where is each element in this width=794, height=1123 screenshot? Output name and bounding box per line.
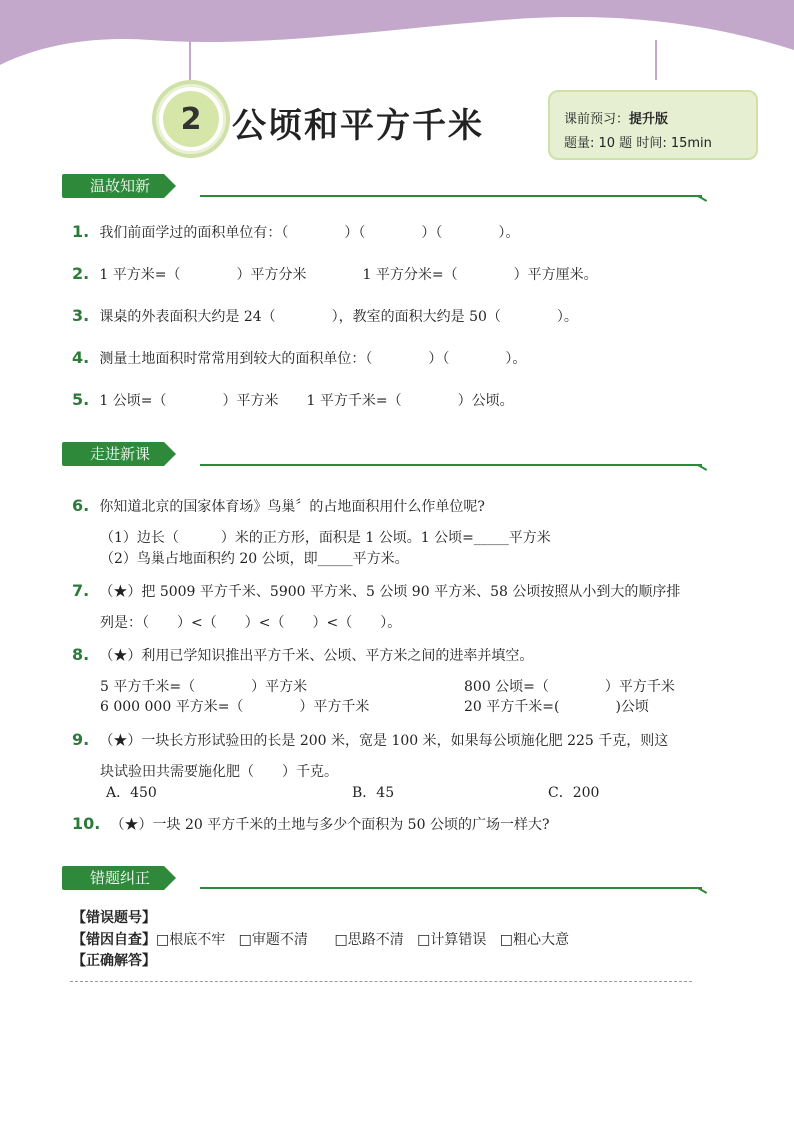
cause-option[interactable]: □审题不清: [238, 932, 308, 948]
question-6: 6. 你知道北京的国家体育场》鸟巢〞的占地面积用什么作单位呢?: [72, 496, 485, 515]
question-8: 8. （★）利用已学知识推出平方千米、公顷、平方米之间的进率并填空。: [72, 645, 534, 664]
question-3: 3. 课桌的外表面积大约是 24（ ），教室的面积大约是 50（ ）。: [72, 306, 578, 325]
question-1: 1. 我们前面学过的面积单位有：（ ）（ ）（ ）。: [72, 222, 520, 241]
question-9: 9. （★）一块长方形试验田的长是 200 米，宽是 100 米，如果每公顷施化肥 225 千克，则这: [72, 730, 669, 749]
question-8-b: 800 公顷=（ ）平方千米: [464, 679, 675, 695]
question-6-sub2: （2）鸟巢占地面积约 20 公顷，即_____平方米。: [100, 551, 409, 567]
cause-option[interactable]: □粗心大意: [499, 932, 569, 948]
header-banner: [0, 0, 794, 80]
question-2: 2. 1 平方米=（ ）平方分米 1 平方分米=（ ）平方厘米。: [72, 264, 598, 283]
page-title: 公顷和平方千米: [232, 106, 484, 146]
answer-line: [70, 981, 692, 982]
question-4: 4. 测量土地面积时常常用到较大的面积单位：（ ）（ ）。: [72, 348, 527, 367]
lesson-number-badge: [152, 80, 230, 158]
question-7-line2: 列是：（ ）<（ ）<（ ）<（ ）。: [100, 615, 402, 631]
section-review-tab: 温故知新: [62, 174, 164, 198]
question-9-option-a: A．450: [106, 785, 157, 801]
section-divider: [200, 195, 702, 197]
lesson-number: 2: [163, 91, 219, 147]
question-6-sub1: （1）边长（ ）米的正方形，面积是 1 公顷。1 公顷=_____平方米: [100, 530, 551, 546]
question-9-option-b: B．45: [352, 785, 395, 801]
question-8-d: 20 平方千米=( )公顷: [464, 699, 649, 715]
section-divider: [200, 464, 702, 466]
info-count: 题量: 10 题: [564, 136, 633, 151]
question-9-line2: 块试验田共需要施化肥（ ）千克。: [100, 764, 338, 780]
question-8-c: 6 000 000 平方米=（ ）平方千米: [100, 699, 370, 715]
cause-option[interactable]: □思路不清: [334, 932, 404, 948]
question-8-a: 5 平方千米=（ ）平方米: [100, 679, 308, 695]
cause-option[interactable]: □计算错误: [417, 932, 487, 948]
correction-cause-row: 【错因自查】□根底不牢 □审题不清 □思路不清 □计算错误 □粗心大意: [72, 932, 569, 948]
question-10: 10. （★）一块 20 平方千米的土地与多少个面积为 50 公顷的广场一样大?: [72, 814, 550, 833]
section-new-tab: 走进新课: [62, 442, 164, 466]
info-box: [548, 90, 758, 160]
correction-wrong-number: 【错误题号】: [72, 910, 156, 926]
section-divider: [200, 887, 702, 889]
info-level: 提升版: [629, 112, 669, 127]
correction-answer: 【正确解答】: [72, 953, 156, 969]
section-correct-tab: 错题纠正: [62, 866, 164, 890]
info-time: 时间: 15min: [636, 136, 712, 151]
question-5: 5. 1 公顷=（ ）平方米 1 平方千米=（ ）公顷。: [72, 390, 514, 409]
question-7: 7. （★）把 5009 平方千米、5900 平方米、5 公顷 90 平方米、58 公顷按照从小到大的顺序排: [72, 581, 681, 600]
cause-option[interactable]: □根底不牢: [156, 932, 226, 948]
info-label: 课前预习：: [564, 112, 630, 127]
question-9-option-c: C．200: [548, 785, 600, 801]
